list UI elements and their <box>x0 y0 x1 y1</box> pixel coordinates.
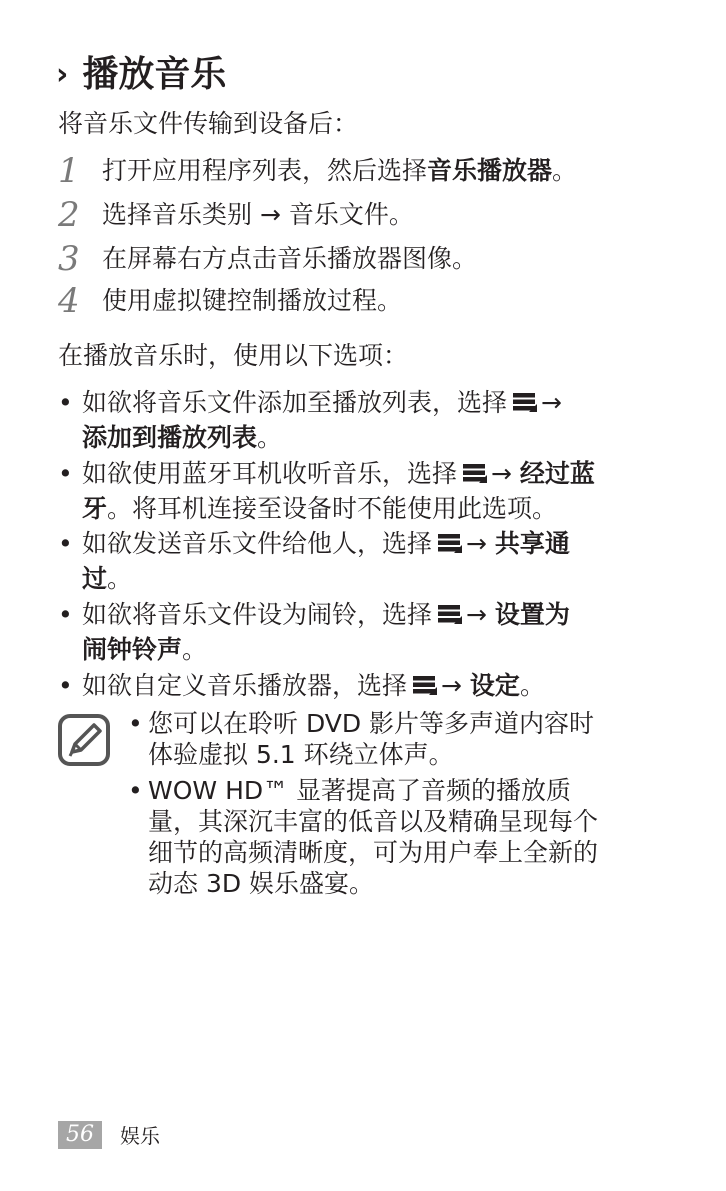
menu-bar <box>463 464 485 469</box>
chapter-name: 娱乐 <box>120 1124 160 1148</box>
step-text: 使用虚拟键控制播放过程。 <box>102 286 403 315</box>
chevron-right-icon: › <box>56 57 69 92</box>
menu-key-icon <box>411 673 439 697</box>
menu-bar <box>438 534 460 539</box>
menu-key-glyph <box>436 602 464 626</box>
menu-key-icon <box>461 461 489 485</box>
menu-bar <box>413 676 435 681</box>
note-text: WOW HD™ 显著提高了音频的播放质 量，其深沉丰富的低音以及精确呈现每个 细节的高频清晰度，可为用户奉上全新的 动态 3D 娱乐盛宴。 <box>148 776 599 898</box>
bullet-icon: • <box>58 529 73 558</box>
page-footer <box>58 1120 160 1149</box>
step-3 <box>58 239 477 279</box>
menu-key-glyph <box>411 673 439 697</box>
menu-key-glyph <box>436 531 464 555</box>
menu-key-glyph <box>511 390 539 414</box>
page-number: 56 <box>58 1121 102 1149</box>
menu-bar <box>513 393 535 398</box>
step-number: 3 <box>58 239 80 279</box>
option-text: 如欲使用蓝牙耳机收听音乐，选择 → 经过蓝 牙。将耳机连接至设备时不能使用此选项。 <box>82 459 595 523</box>
bullet-icon: • <box>128 776 143 805</box>
bullet-icon: • <box>58 671 73 700</box>
step-text: 在屏幕右方点击音乐播放器图像。 <box>102 244 478 273</box>
note-pencil-icon <box>58 714 110 770</box>
menu-bar <box>413 683 435 688</box>
step-4 <box>58 281 402 321</box>
menu-bar <box>438 612 460 617</box>
bullet-icon: • <box>58 459 73 488</box>
menu-bar <box>513 400 535 405</box>
step-number: 2 <box>58 195 80 235</box>
menu-bar <box>463 471 485 476</box>
menu-key-icon <box>436 602 464 626</box>
option-text: 如欲发送音乐文件给他人，选择 → 共享通 过。 <box>82 529 570 593</box>
menu-bar <box>438 605 460 610</box>
bullet-icon: • <box>58 600 73 629</box>
option-text: 如欲自定义音乐播放器，选择 → 设定。 <box>82 671 545 700</box>
options-intro: 在播放音乐时，使用以下选项： <box>58 341 409 370</box>
step-text: 选择音乐类别 → 音乐文件。 <box>102 200 414 229</box>
menu-key-glyph <box>461 461 489 485</box>
menu-key-icon <box>511 390 539 414</box>
bullet-icon: • <box>128 709 143 738</box>
menu-key-icon <box>436 531 464 555</box>
option-text: 如欲将音乐文件设为闹铃，选择 → 设置为 闹钟铃声。 <box>82 600 570 664</box>
page-title: 播放音乐 <box>82 54 227 95</box>
section-heading <box>56 50 226 100</box>
step-1 <box>58 151 577 191</box>
intro-text: 将音乐文件传输到设备后： <box>58 109 359 138</box>
step-2 <box>58 195 414 235</box>
bullet-icon: • <box>58 388 73 417</box>
menu-bar <box>438 541 460 546</box>
option-text: 如欲将音乐文件添加至播放列表，选择 → 添加到播放列表。 <box>82 388 562 452</box>
step-number: 1 <box>58 151 80 191</box>
step-number: 4 <box>58 281 80 321</box>
step-text: 打开应用程序列表，然后选择音乐播放器。 <box>102 156 578 185</box>
note-text: 您可以在聆听 DVD 影片等多声道内容时 体验虚拟 5.1 环绕立体声。 <box>148 709 595 769</box>
